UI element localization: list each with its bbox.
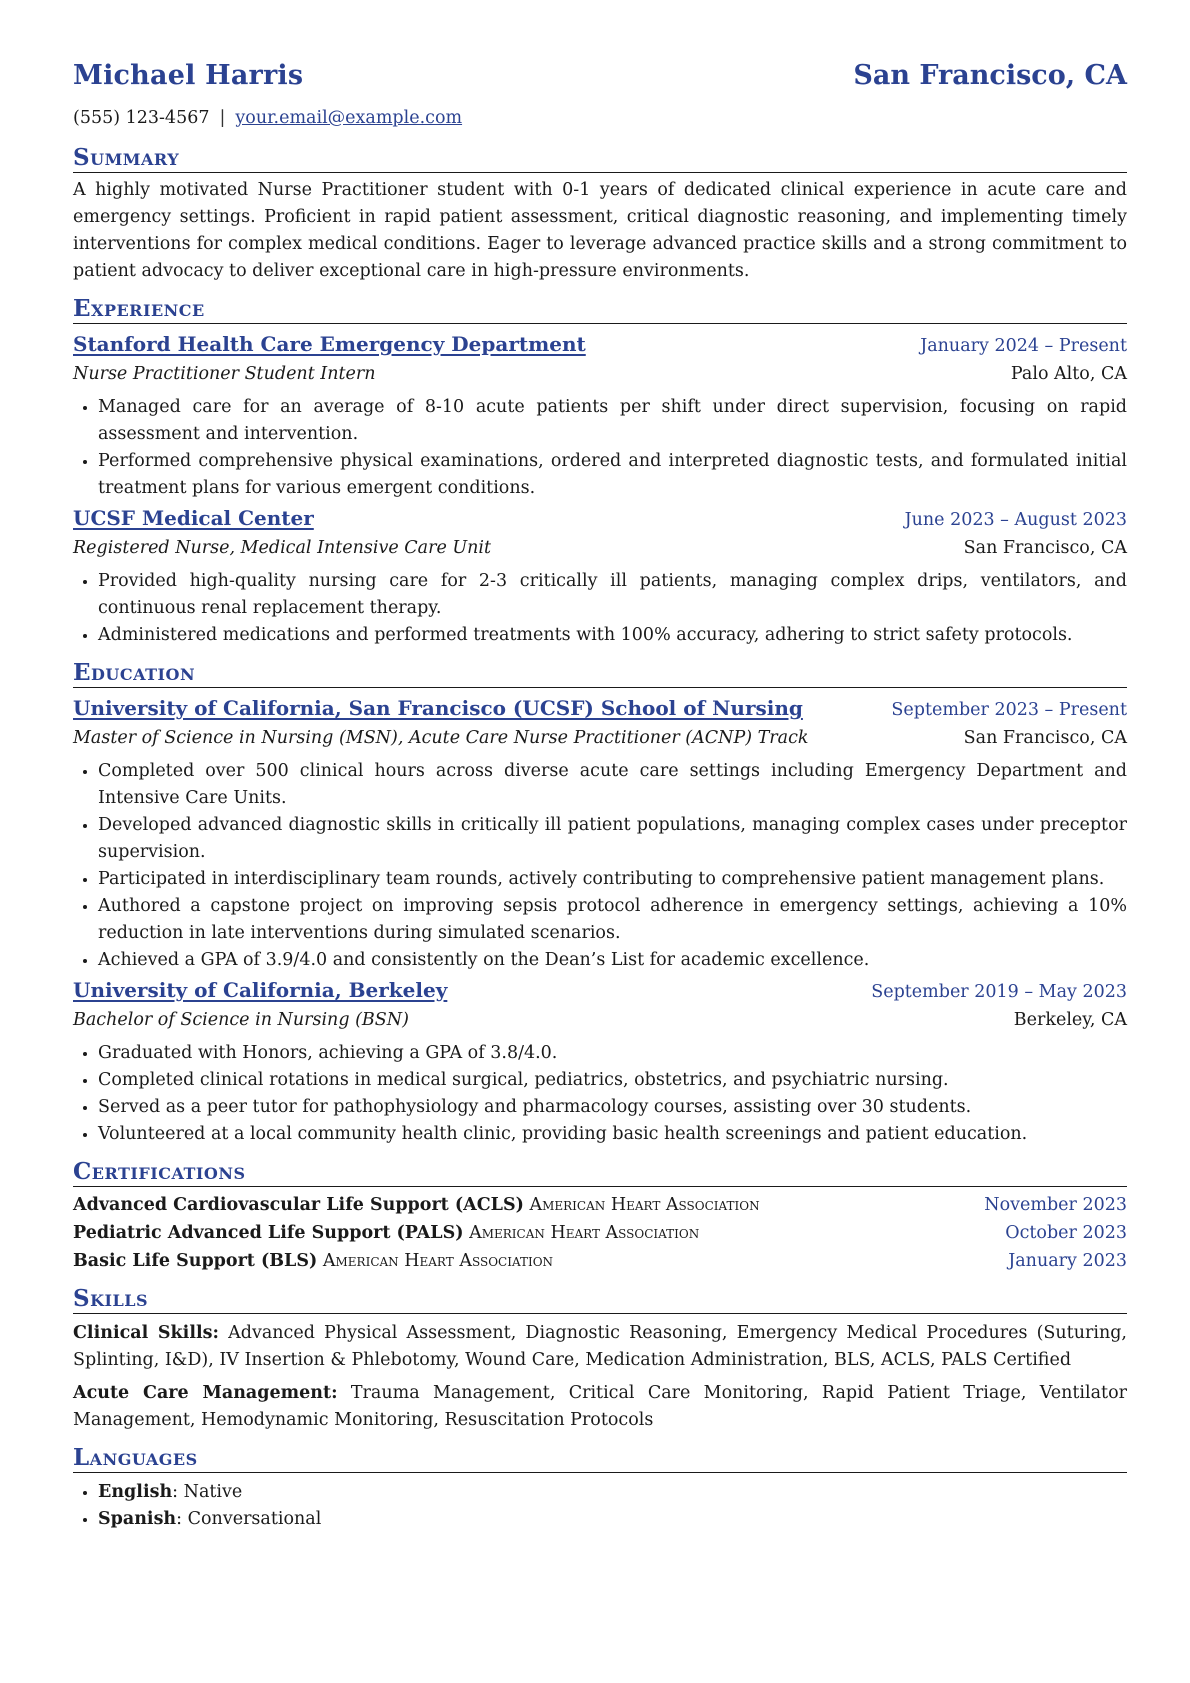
education-degree: Bachelor of Science in Nursing (BSN) — [73, 1010, 409, 1030]
languages-list — [73, 1479, 1127, 1533]
candidate-name: Michael Harris — [73, 60, 304, 91]
language-name: Spanish — [98, 1509, 177, 1529]
education-school[interactable]: University of California, Berkeley — [73, 978, 448, 1002]
experience-dates: January 2024 – Present — [920, 336, 1127, 356]
education-location: Berkeley, CA — [1013, 1010, 1127, 1030]
certification-date: October 2023 — [1005, 1223, 1127, 1243]
experience-location: Palo Alto, CA — [1010, 364, 1127, 384]
certification-name: Pediatric Advanced Life Support (PALS) — [73, 1223, 464, 1243]
bullet-item: • Graduated with Honors, achieving a GPA of 3.8/4.0. — [98, 1040, 1127, 1067]
candidate-location: San Francisco, CA — [853, 60, 1127, 91]
bullet-item: • Served as a peer tutor for pathophysiology and pharmacology courses, assisting over 30 students. — [98, 1094, 1127, 1121]
experience-role: Nurse Practitioner Student Intern — [73, 364, 376, 384]
experience-location: San Francisco, CA — [963, 538, 1127, 558]
bullet-item: • Provided high-quality nursing care for 2-3 critically ill patients, managing complex drips, ventilators, and continuous renal replacement therapy. — [98, 568, 1127, 622]
experience-dates: June 2023 – August 2023 — [904, 510, 1127, 530]
language-item — [98, 1479, 1127, 1506]
bullet-item: • Managed care for an average of 8-10 acute patients per shift under direct supervision, focusing on rapid assessment and intervention. — [98, 394, 1127, 448]
education-bullets — [73, 1040, 1127, 1148]
language-name: English — [98, 1482, 173, 1502]
experience-org[interactable]: UCSF Medical Center — [73, 506, 314, 530]
experience-bullets — [73, 394, 1127, 502]
experience-bullets — [73, 568, 1127, 649]
section-title-certifications: Certifications — [73, 1158, 1127, 1187]
experience-section — [73, 295, 1127, 649]
certifications-section — [73, 1158, 1127, 1275]
bullet-item: • Authored a capstone project on improving sepsis protocol adherence in emergency settings, achieving a 10% reduction in late interventions during simulated scenarios. — [98, 893, 1127, 947]
section-title-skills: Skills — [73, 1285, 1127, 1314]
section-title-summary: Summary — [73, 144, 1127, 173]
skill-group-text: Advanced Physical Assessment, Diagnostic Reasoning, Emergency Medical Procedures (Suturing, Splinting, I&D), IV Insertion & Phlebotomy, Wound Care, Medication Administration, BLS, ACLS, PALS Certified — [73, 1323, 1127, 1370]
bullet-item: • Administered medications and performed treatments with 100% accuracy, adhering to strict safety protocols. — [98, 622, 1127, 649]
certification-date: January 2023 — [1008, 1251, 1127, 1271]
education-bullets — [73, 758, 1127, 974]
section-title-languages: Languages — [73, 1444, 1127, 1473]
education-entry — [73, 976, 1127, 1148]
education-location: San Francisco, CA — [963, 728, 1127, 748]
bullet-item: • Volunteered at a local community health clinic, providing basic health screenings and patient education. — [98, 1121, 1127, 1148]
certification-date: November 2023 — [984, 1195, 1127, 1215]
certification-name: Basic Life Support (BLS) — [73, 1251, 318, 1271]
email-link[interactable]: your.email@example.com — [235, 108, 463, 128]
bullet-item: • Participated in interdisciplinary team rounds, actively contributing to comprehensive patient management plans. — [98, 866, 1127, 893]
contact-separator: | — [219, 108, 226, 128]
education-degree: Master of Science in Nursing (MSN), Acute Care Nurse Practitioner (ACNP) Track — [73, 728, 809, 748]
education-section — [73, 659, 1127, 1148]
language-item — [98, 1506, 1127, 1533]
experience-org[interactable]: Stanford Health Care Emergency Department — [73, 332, 586, 356]
skill-group-text: Trauma Management, Critical Care Monitoring, Rapid Patient Triage, Ventilator Management, Hemodynamic Monitoring, Resuscitation Protocols — [73, 1383, 1127, 1430]
certification-name: Advanced Cardiovascular Life Support (ACLS) — [73, 1195, 524, 1215]
skill-group — [73, 1380, 1127, 1434]
summary-section — [73, 144, 1127, 285]
skill-group-label: Clinical Skills: — [73, 1323, 219, 1343]
resume-page — [73, 60, 1127, 1533]
bullet-item: • Achieved a GPA of 3.9/4.0 and consistently on the Dean’s List for academic excellence. — [98, 947, 1127, 974]
resume-header — [73, 60, 1127, 106]
education-entry — [73, 694, 1127, 974]
language-level: : Conversational — [176, 1509, 322, 1529]
certification-issuer: American Heart Association — [322, 1251, 554, 1271]
contact-line — [73, 108, 1127, 134]
experience-entry — [73, 504, 1127, 649]
languages-section — [73, 1444, 1127, 1533]
phone-number: (555) 123-4567 — [73, 108, 210, 128]
skills-section — [73, 1285, 1127, 1434]
education-dates: September 2023 – Present — [891, 700, 1127, 720]
certification-row — [73, 1247, 1127, 1275]
bullet-item: • Developed advanced diagnostic skills in critically ill patient populations, managing complex cases under preceptor supervision. — [98, 812, 1127, 866]
bullet-item: • Completed over 500 clinical hours across diverse acute care settings including Emergency Department and Intensive Care Units. — [98, 758, 1127, 812]
certification-issuer: American Heart Association — [469, 1223, 700, 1243]
experience-entry — [73, 330, 1127, 502]
certification-issuer: American Heart Association — [529, 1195, 760, 1215]
summary-text: A highly motivated Nurse Practitioner student with 0-1 years of dedicated clinical experience in acute care and emergency settings. Proficient in rapid patient assessment, critical diagnostic reasoning, and implementing timely interventions for complex medical conditions. Eager to leverage advanced practice skills and a strong commitment to patient advocacy to deliver exceptional care in high-pressure environments. — [73, 180, 1127, 281]
education-dates: September 2019 – May 2023 — [871, 982, 1127, 1002]
certification-row — [73, 1191, 1127, 1219]
bullet-item: • Completed clinical rotations in medical surgical, pediatrics, obstetrics, and psychiatric nursing. — [98, 1067, 1127, 1094]
skill-group — [73, 1320, 1127, 1374]
bullet-item: • Performed comprehensive physical examinations, ordered and interpreted diagnostic tests, and formulated initial treatment plans for various emergent conditions. — [98, 448, 1127, 502]
skill-group-label: Acute Care Management: — [73, 1383, 338, 1403]
certification-row — [73, 1219, 1127, 1247]
education-school[interactable]: University of California, San Francisco (UCSF) School of Nursing — [73, 696, 803, 720]
experience-role: Registered Nurse, Medical Intensive Care Unit — [73, 538, 492, 558]
section-title-education: Education — [73, 659, 1127, 688]
section-title-experience: Experience — [73, 295, 1127, 324]
language-level: : Native — [172, 1482, 243, 1502]
